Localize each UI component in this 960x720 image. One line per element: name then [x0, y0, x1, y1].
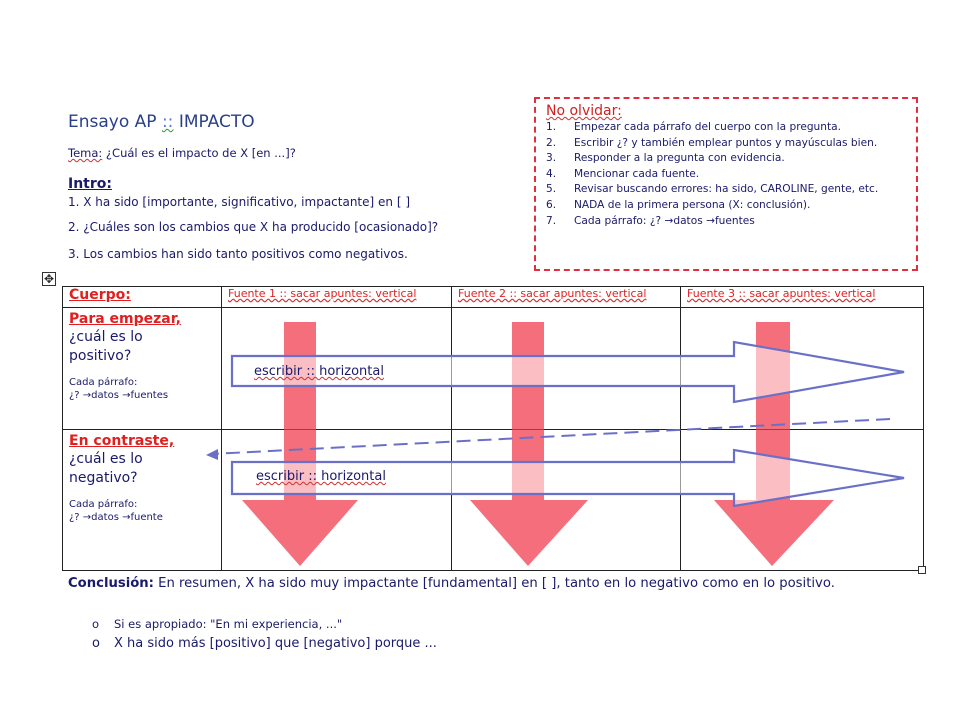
list-item: 7. Cada párrafo: ¿? →datos →fuentes	[546, 214, 755, 227]
list-item: 1. Empezar cada párrafo del cuerpo con la pregunta.	[546, 121, 842, 133]
table-move-handle-icon[interactable]: ✥	[43, 272, 55, 286]
list-item: 6. NADA de la primera persona (X: conclusión).	[546, 198, 811, 211]
conclusion-bullet-2: o X ha sido más [positivo] que [negativo] porque ...	[92, 636, 437, 651]
list-item: 3. Responder a la pregunta con evidencia.	[546, 152, 785, 165]
horizontal-label-1: escribir :: horizontal	[254, 364, 384, 379]
row-question-1: ¿cuál es lo	[69, 451, 143, 467]
cada-parrafo-steps: ¿? →datos →fuentes	[69, 390, 169, 401]
intro-line-1: 1. X ha sido [importante, significativo, impactante] en [ ]	[68, 195, 410, 209]
list-item: 4. Mencionar cada fuente.	[546, 167, 700, 180]
row-question-1: ¿cuál es lo	[69, 329, 143, 345]
tema-label: Tema:	[68, 146, 103, 160]
fuente-1-header: Fuente 1 :: sacar apuntes: vertical	[222, 287, 452, 308]
list-item: 2. Escribir ¿? y también emplear puntos y mayúsculas bien.	[546, 136, 878, 149]
fuente-3-header: Fuente 3 :: sacar apuntes: vertical	[681, 287, 924, 308]
conclusion-text: En resumen, X ha sido muy impactante [fundamental] en [ ], tanto en lo negativo como en lo positivo.	[153, 576, 835, 591]
cada-parrafo-label: Cada párrafo:	[69, 377, 138, 388]
para-empezar: Para empezar,	[69, 311, 181, 327]
cada-parrafo-label: Cada párrafo:	[69, 499, 138, 510]
list-item: 5. Revisar buscando errores: ha sido, CAROLINE, gente, etc.	[546, 183, 879, 196]
conclusion-label: Conclusión:	[68, 576, 154, 591]
dashed-return-arrowhead	[206, 449, 218, 460]
horizontal-label-2: escribir :: horizontal	[256, 469, 386, 484]
title-separator: ::	[161, 112, 174, 132]
en-contraste: En contraste,	[69, 433, 175, 449]
title-main: IMPACTO	[173, 112, 255, 132]
row-question-2: positivo?	[69, 348, 132, 364]
cada-parrafo-steps: ¿? →datos →fuente	[69, 512, 163, 523]
fuente-2-header: Fuente 2 :: sacar apuntes: vertical	[452, 287, 681, 308]
tema-text: ¿Cuál es el impacto de X [en ...]?	[102, 146, 296, 160]
conclusion-bullet-1: o Si es apropiado: "En mi experiencia, ..."	[92, 617, 343, 631]
intro-line-3: 3. Los cambios han sido tanto positivos como negativos.	[68, 247, 408, 261]
conclusion-paragraph	[68, 574, 908, 593]
no-olvidar-heading: No olvidar:	[546, 103, 622, 119]
intro-heading: Intro:	[68, 176, 112, 192]
title-prefix: Ensayo AP	[68, 112, 162, 132]
row-question-2: negativo?	[69, 470, 138, 486]
cuerpo-header: Cuerpo:	[63, 287, 222, 308]
intro-line-2: 2. ¿Cuáles son los cambios que X ha producido [ocasionado]?	[68, 220, 439, 234]
